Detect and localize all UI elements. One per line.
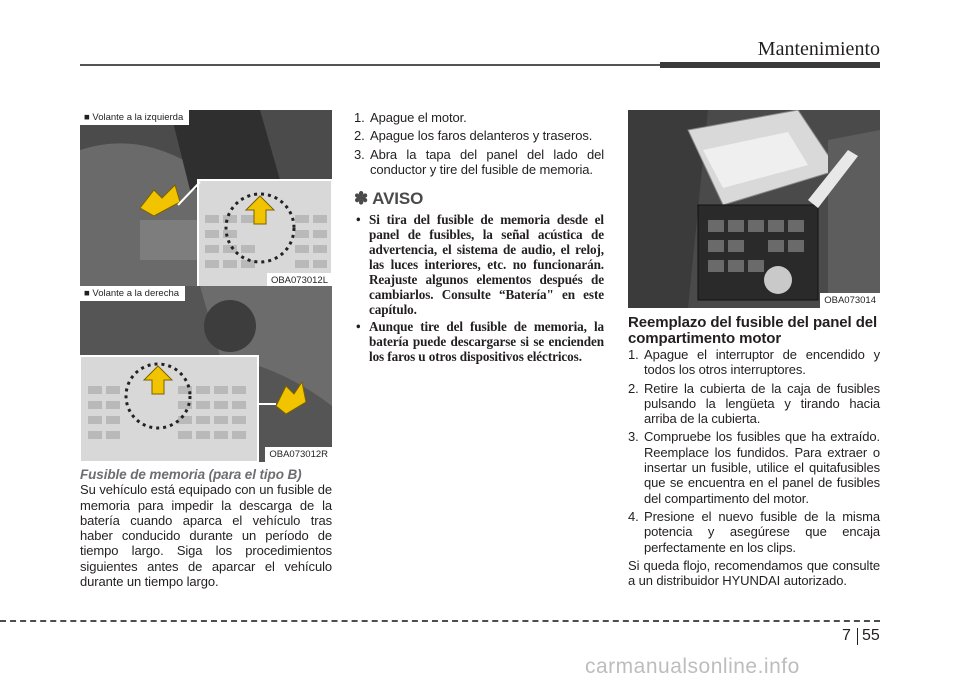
figure-label-left: ■ Volante a la izquierda — [80, 110, 189, 125]
figure-right-hand-drive — [80, 286, 332, 462]
list-item: • Aunque tire del fusible de memoria, la batería puede descargarse si se encienden los faros u otros dispositivos eléctricos. — [356, 319, 604, 365]
bullet-icon: • — [356, 212, 361, 228]
figure-code: OBA073012L — [267, 273, 332, 288]
list-item: 2. Retire la cubierta de la caja de fusibles pulsando la lengüeta y tirando hacia arriba de la cubierta. — [628, 380, 880, 427]
figure-code: OBA073014 — [820, 293, 880, 308]
column-engine-fuse — [628, 315, 880, 588]
memory-fuse-paragraph: Su vehículo está equipado con un fusible de memoria para impedir la descarga de la batería cuando aparca el vehículo tras haber conducido durante un período de tiempo largo. Siga los procedimientos siguientes antes de aparcar el vehículo durante un tiempo largo. — [80, 482, 332, 590]
figure-left-hand-drive — [80, 110, 332, 288]
column-memory-fuse — [80, 467, 332, 589]
footer-divider — [857, 628, 858, 645]
dashboard-photo-illustration — [80, 110, 332, 288]
list-item: 3. Abra la tapa del panel del lado del conductor y tire del fusible de memoria. — [354, 146, 604, 177]
list-item: 3. Compruebe los fusibles que ha extraído. Reemplace los fundidos. Para extraer o insertar un fusible, utilice el quitafusibles que se encuentra en el panel de fusibles del compartimento del motor. — [628, 429, 880, 506]
figure-engine-fuse-box — [628, 110, 880, 308]
figure-code: OBA073012R — [265, 447, 332, 462]
engine-fuse-closing: Si queda flojo, recomendamos que consulte a un distribuidor HYUNDAI autorizado. — [628, 557, 880, 589]
list-item: 1. Apague el motor. — [354, 110, 467, 125]
figure-label-right: ■ Volante a la derecha — [80, 286, 185, 301]
engine-compartment-illustration — [628, 110, 880, 308]
column-steps-aviso — [354, 110, 604, 366]
page-header-title: Mantenimiento — [757, 38, 880, 60]
bullet-icon: • — [356, 319, 361, 335]
header-rule-accent — [660, 62, 880, 68]
dashboard-photo-illustration — [80, 286, 332, 462]
list-item: 2. Apague los faros delanteros y traseros. — [354, 128, 593, 144]
list-item: 4. Presione el nuevo fusible de la misma potencia y asegúrese que encaja perfectamente en los clips. — [628, 508, 880, 555]
chapter-number: 7 — [842, 627, 851, 644]
section-heading-memory-fuse: Fusible de memoria (para el tipo B) — [80, 467, 302, 482]
footer-rule — [0, 620, 880, 622]
asterisk-icon: ✽ — [354, 189, 369, 209]
engine-fuse-steps — [628, 347, 880, 555]
section-heading-engine-fuse: Reemplazo del fusible del panel del compartimento motor — [628, 314, 878, 347]
memory-fuse-steps — [354, 110, 604, 177]
list-item: 1. Apague el interruptor de encendido y todos los otros interruptores. — [628, 347, 880, 378]
page-number: 55 — [862, 627, 880, 644]
aviso-heading: ✽ AVISO — [354, 189, 424, 209]
aviso-list — [354, 212, 604, 364]
list-item: • Si tira del fusible de memoria desde el panel de fusibles, la señal acústica de advertencia, el sistema de audio, el reloj, las luces interiores, etc. no funcionarán. Reajuste algunos elementos después de cambiarlos. Consulte “Batería" en este capítulo. — [356, 212, 604, 318]
watermark: carmanualsonline.info — [585, 655, 800, 678]
